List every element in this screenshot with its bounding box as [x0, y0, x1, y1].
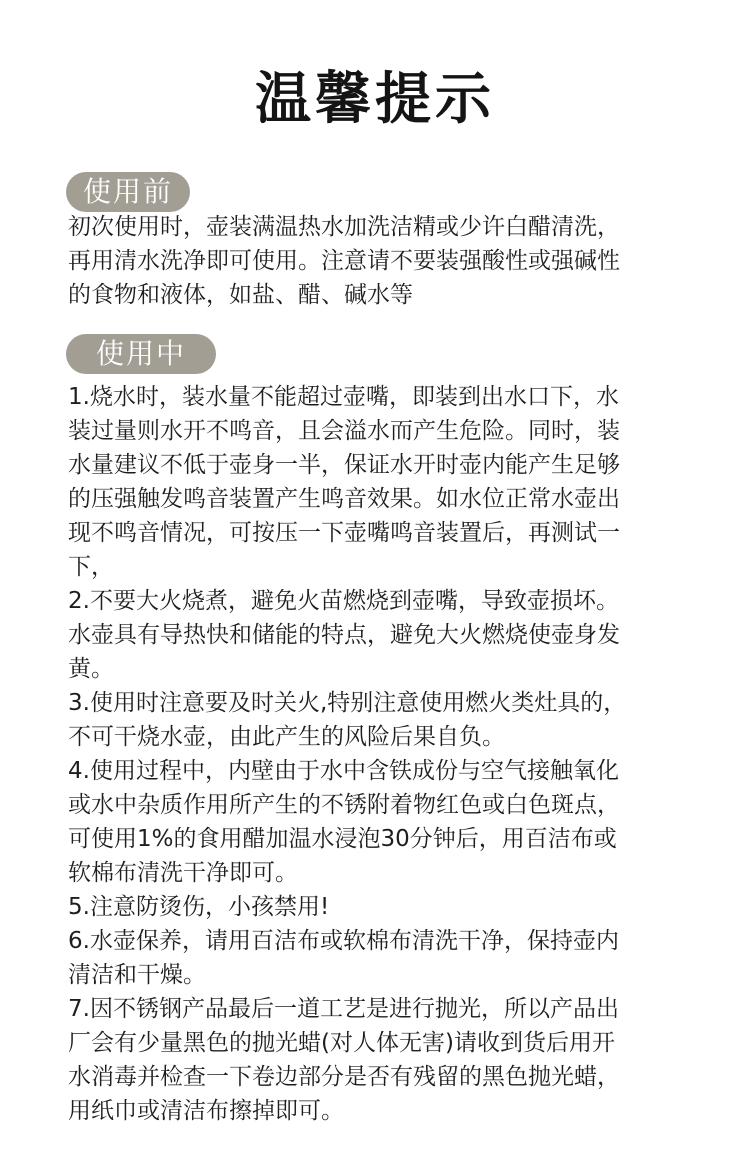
text-line: 4.使用过程中，内壁由于水中含铁成份与空气接触氧化 — [68, 758, 619, 784]
during-use-text — [68, 380, 680, 1128]
text-line: 的压强触发鸣音装置产生鸣音效果。如水位正常水壶出 — [68, 486, 620, 512]
text-line: 现不鸣音情况，可按压一下壶嘴鸣音装置后，再测试一 — [68, 520, 620, 546]
text-line: 不可干烧水壶，由此产生的风险后果自负。 — [68, 724, 505, 750]
section-badge-during-use: 使用中 — [66, 334, 216, 374]
text-line: 黄。 — [68, 656, 114, 682]
text-line: 用纸巾或清洁布擦掉即可。 — [68, 1098, 344, 1124]
text-line: 1.烧水时，装水量不能超过壶嘴，即装到出水口下，水 — [68, 384, 619, 410]
text-line: 再用清水洗净即可使用。注意请不要装强酸性或强碱性 — [68, 248, 620, 274]
text-line: 6.水壶保养，请用百洁布或软棉布清洗干净，保持壶内 — [68, 928, 619, 954]
text-line: 7.因不锈钢产品最后一道工艺是进行抛光，所以产品出 — [68, 996, 619, 1022]
page-title: 温馨提示 — [255, 67, 495, 132]
text-line: 3.使用时注意要及时关火,特别注意使用燃火类灶具的， — [68, 690, 627, 716]
text-line: 软棉布清洗干净即可。 — [68, 860, 298, 886]
text-line: 5.注意防烫伤，小孩禁用! — [68, 894, 330, 920]
before-use-text — [68, 210, 680, 312]
text-line: 清洁和干燥。 — [68, 962, 206, 988]
text-line: 或水中杂质作用所产生的不锈附着物红色或白色斑点， — [68, 792, 620, 818]
text-line: 的食物和液体，如盐、醋、碱水等 — [68, 282, 413, 308]
text-line: 水消毒并检查一下卷边部分是否有残留的黑色抛光蜡， — [68, 1064, 620, 1090]
text-line: 装过量则水开不鸣音，且会溢水而产生危险。同时，装 — [68, 418, 620, 444]
text-line: 初次使用时，壶装满温热水加洗洁精或少许白醋清洗， — [68, 214, 620, 240]
text-line: 厂会有少量黑色的抛光蜡(对人体无害)请收到货后用开 — [68, 1030, 615, 1056]
section-badge-before-use: 使用前 — [66, 172, 190, 212]
text-line: 水量建议不低于壶身一半，保证水开时壶内能产生足够 — [68, 452, 620, 478]
text-line: 下， — [68, 554, 114, 580]
text-line: 水壶具有导热快和储能的特点，避免大火燃烧使壶身发 — [68, 622, 620, 648]
text-line: 可使用1%的食用醋加温水浸泡30分钟后，用百洁布或 — [68, 826, 617, 852]
text-line: 2.不要大火烧煮，避免火苗燃烧到壶嘴，导致壶损坏。 — [68, 588, 619, 614]
